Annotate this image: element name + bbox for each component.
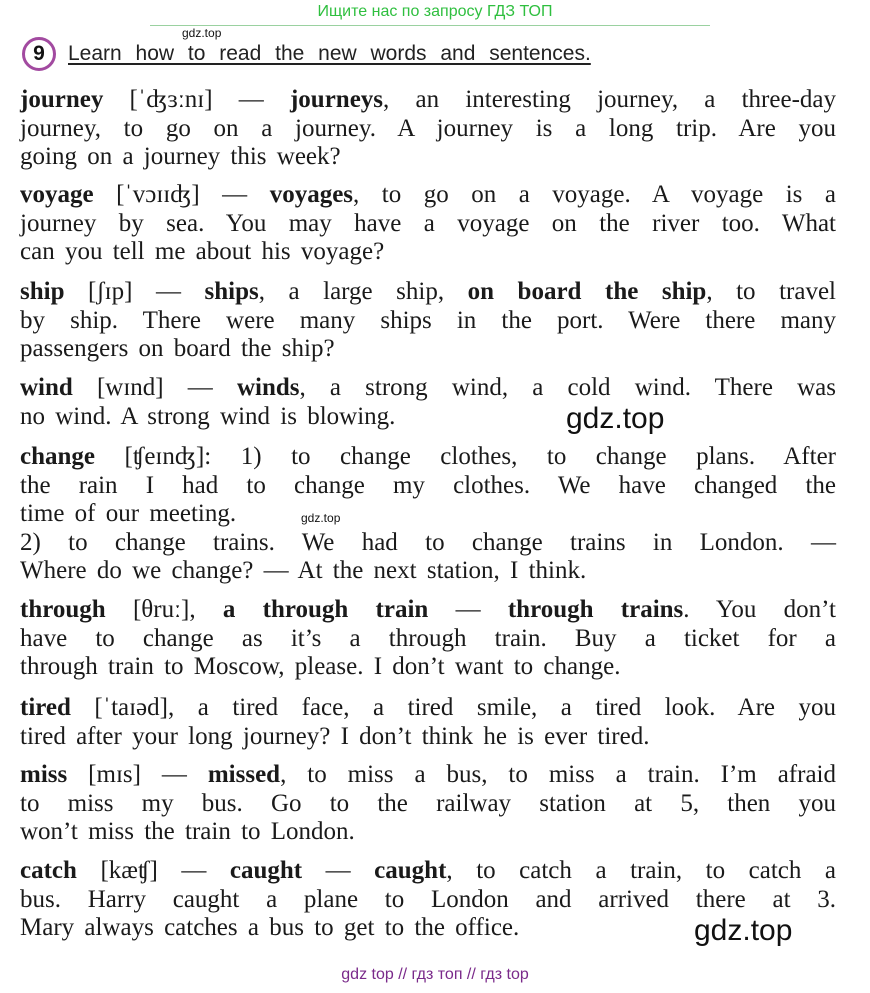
entry-line: by ship. There were many ships in the port. Were there many (20, 306, 836, 334)
entry-tired (20, 694, 836, 751)
watermark-big-bottom: gdz.top (694, 914, 793, 947)
entry-line: Mary always catches a bus to get to the office. (20, 914, 520, 941)
headword: voyage (20, 181, 94, 208)
exercise-header (22, 36, 591, 72)
entry-line: won’t miss the train to London. (20, 818, 355, 845)
entry-line: wind [wɪnd] — winds, a strong wind, a cold wind. There was (20, 374, 836, 401)
entry-line: journey by sea. You may have a voyage on the river too. What (20, 209, 836, 237)
headword: journey (20, 86, 104, 113)
entry-line: voyage [ˈvɔɪɪʤ] — voyages, to go on a voyage. A voyage is a (20, 181, 836, 208)
entry-line: time of our meeting. (20, 500, 237, 527)
exercise-number-badge: 9 (22, 37, 56, 71)
entry-line: passengers on board the ship? (20, 335, 335, 362)
top-banner: Ищите нас по запросу ГДЗ ТОП (317, 3, 553, 20)
exercise-instruction: Learn how to read the new words and sentences. (68, 42, 591, 65)
entry-line: tired after your long journey? I don’t think he is ever tired. (20, 722, 650, 750)
headword: change (20, 443, 95, 470)
watermark-big-mid: gdz.top (566, 402, 665, 435)
entry-line: through [θruː], a through train — through trains. You don’t (20, 596, 837, 623)
footer-watermark: gdz top // гдз топ // гдз top (341, 966, 529, 983)
entry-miss (20, 761, 836, 847)
entry-line: no wind. A strong wind is blowing. (20, 402, 396, 430)
entry-through (20, 596, 836, 682)
entry-line: ship [ʃɪp] — ships, a large ship, on board the ship, to travel (20, 278, 836, 305)
entry-line: miss [mɪs] — missed, to miss a bus, to miss a train. I’m afraid (20, 761, 836, 788)
entry-journey (20, 86, 836, 172)
entry-line: can you tell me about his voyage? (20, 238, 385, 265)
headword: miss (20, 761, 68, 788)
banner-divider (150, 25, 710, 26)
entry-line: journey, to go on a journey. A journey is a long trip. Are you (20, 114, 836, 142)
watermark-small-mid: gdz.top (301, 511, 341, 525)
entry-line: 2) to change trains. We had to change trains in London. — (20, 528, 836, 556)
entry-line: bus. Harry caught a plane to London and arrived there at 3. (20, 885, 836, 913)
headword: catch (20, 857, 77, 884)
headword: ship (20, 278, 65, 305)
entry-line: catch [kæʧ] — caught — caught, to catch a train, to catch a (20, 857, 837, 884)
entry-line: to miss my bus. Go to the railway station at 5, then you (20, 789, 836, 817)
entry-ship (20, 278, 836, 364)
headword: through (20, 596, 106, 623)
watermark-small-top: gdz.top (182, 26, 222, 40)
entry-line: journey [ˈʤɜːnɪ] — journeys, an interesting journey, a three-day (20, 86, 837, 113)
entry-line: through train to Moscow, please. I don’t want to change. (20, 653, 621, 680)
headword: wind (20, 374, 73, 401)
entry-change (20, 443, 836, 586)
entry-line: tired [ˈtaɪəd], a tired face, a tired smile, a tired look. Are you (20, 694, 836, 721)
entry-voyage (20, 181, 836, 267)
entry-line: the rain I had to change my clothes. We have changed the (20, 471, 836, 499)
entry-line: change [ʧeɪnʤ]: 1) to change clothes, to change plans. After (20, 443, 836, 470)
headword: tired (20, 694, 71, 721)
entry-line: Where do we change? — At the next station, I think. (20, 557, 587, 584)
entry-line: going on a journey this week? (20, 143, 341, 170)
entry-line: have to change as it’s a through train. Buy a ticket for a (20, 624, 836, 652)
entry-wind (20, 374, 836, 431)
